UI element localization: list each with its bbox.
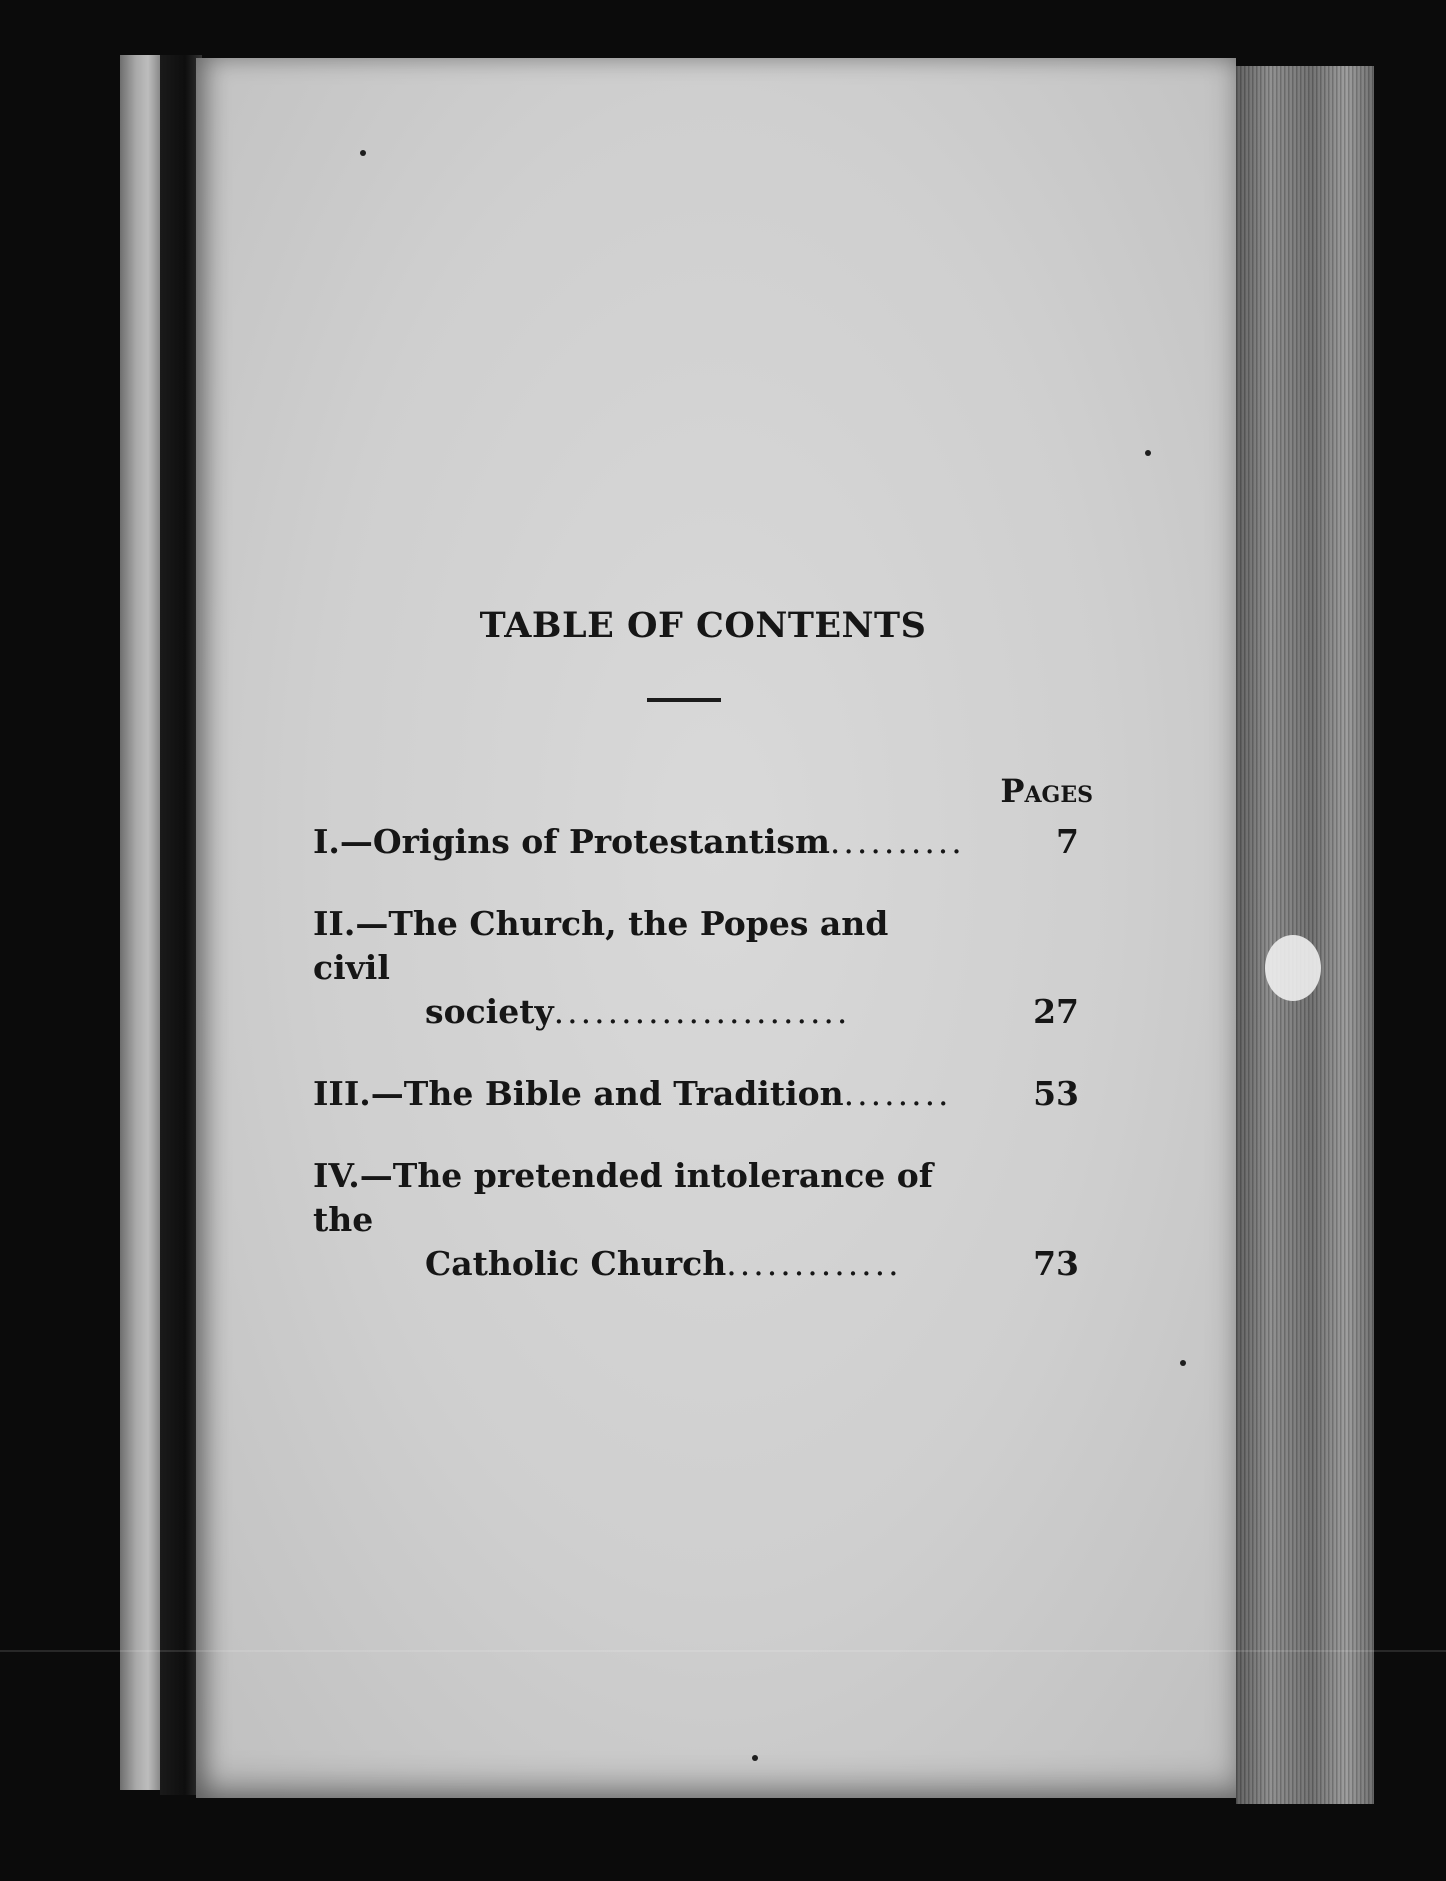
entry-page-number: 53: [1033, 1074, 1079, 1113]
entry-title: III.—The Bible and Tradition: [313, 1074, 844, 1113]
toc-entry: [313, 1072, 1093, 1116]
leader-dots: ........: [843, 1074, 952, 1113]
entry-title-continued: society: [425, 992, 554, 1031]
leader-dots: ..........: [829, 822, 965, 861]
toc-entry: [313, 902, 1093, 1034]
ink-speck: [1180, 1360, 1186, 1366]
entry-title: II.—The Church, the Popes and civil: [313, 904, 889, 987]
toc-title: TABLE OF CONTENTS: [479, 605, 927, 646]
toc-entry: [313, 820, 1093, 864]
scan-line-artifact: [0, 1650, 1446, 1652]
entry-page-number: 73: [1033, 1244, 1079, 1283]
leader-dots: .............: [726, 1244, 902, 1283]
entry-title: IV.—The pretended intolerance of the: [313, 1156, 933, 1239]
ink-speck: [1145, 450, 1151, 456]
adjacent-page-edge: [120, 55, 160, 1790]
entry-page-number: 7: [1056, 822, 1079, 861]
leader-dots: ......................: [553, 992, 851, 1031]
entry-page-number: 27: [1033, 992, 1079, 1031]
pages-column-header: Pages: [1000, 772, 1093, 810]
table-of-contents: [313, 605, 1093, 1286]
scan-blemish: [1265, 935, 1321, 1001]
title-rule: [647, 698, 721, 702]
entry-title-continued: Catholic Church: [425, 1244, 727, 1283]
entry-title: I.—Origins of Protestantism: [313, 822, 830, 861]
toc-entry: [313, 1154, 1093, 1286]
ink-speck: [752, 1755, 758, 1761]
page-stack-edge: [1236, 66, 1374, 1804]
ink-speck: [360, 150, 366, 156]
